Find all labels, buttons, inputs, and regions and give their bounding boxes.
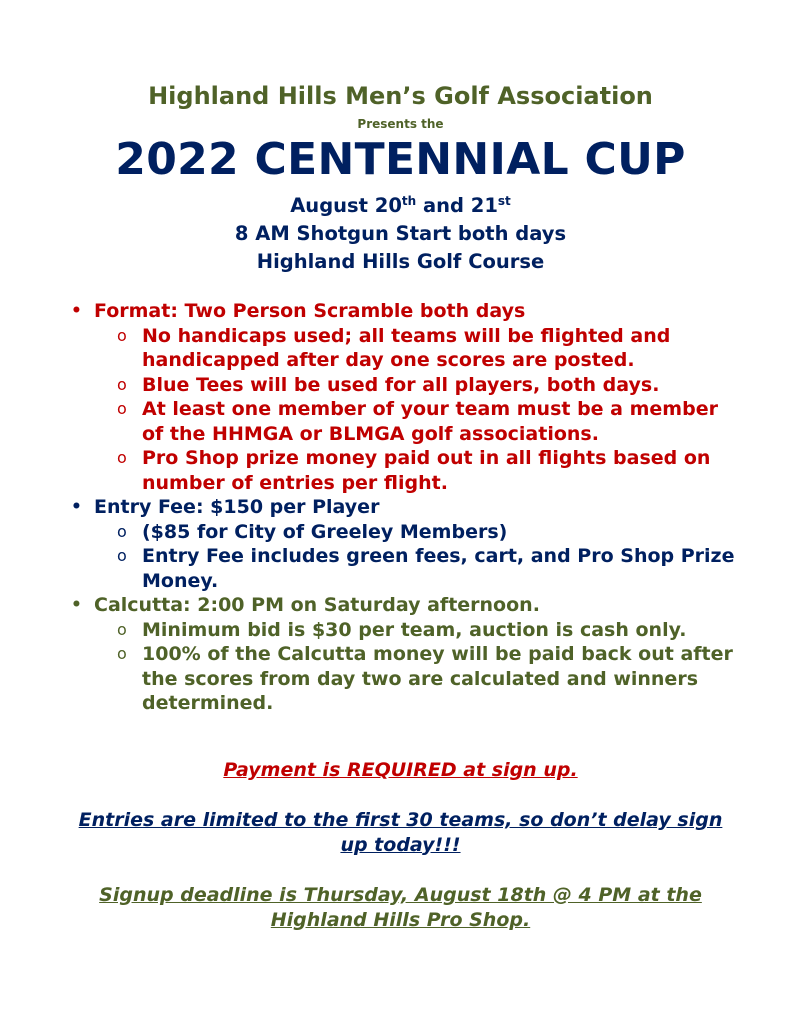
presents-line: Presents the: [357, 117, 444, 131]
circle-bullet-icon: o: [117, 374, 127, 394]
date-text-1: August 20: [290, 194, 402, 217]
event-details: [0, 192, 801, 276]
list-item-calcutta: [0, 593, 801, 618]
details-list: [0, 299, 801, 716]
list-subitem: [0, 544, 801, 593]
calcutta-item-1: Minimum bid is $30 per team, auction is cash only.: [142, 618, 687, 641]
bullet-icon: •: [71, 595, 82, 615]
deadline-note: Signup deadline is Thursday, August 18th @ 4 PM at the Highland Hills Pro Shop.: [99, 884, 702, 931]
list-item-entry-fee: [0, 495, 801, 520]
format-item-2: Blue Tees will be used for all players, both days.: [142, 373, 660, 396]
circle-bullet-icon: o: [117, 644, 127, 663]
start-time: 8 AM Shotgun Start both days: [234, 222, 567, 245]
list-subitem: [0, 618, 801, 643]
circle-bullet-icon: o: [117, 448, 127, 467]
payment-note: Payment is REQUIRED at sign up.: [223, 759, 578, 781]
bullet-icon: •: [71, 497, 82, 517]
calcutta-item-2: 100% of the Calcutta money will be paid back out after the scores from day two are calculated and winners determined.: [142, 643, 733, 714]
event-dates: [0, 192, 801, 220]
entry-fee-item-2: Entry Fee includes green fees, cart, and Pro Shop Prize Money.: [142, 545, 735, 592]
calcutta-label: Calcutta: 2:00 PM on Saturday afternoon.: [94, 594, 540, 616]
format-item-1: No handicaps used; all teams will be flighted and handicapped after day one scores are posted.: [142, 324, 671, 371]
organization-name: Highland Hills Men’s Golf Association: [148, 82, 653, 110]
format-label: Format: Two Person Scramble both days: [94, 300, 526, 322]
circle-bullet-icon: o: [117, 399, 127, 418]
format-item-4: Pro Shop prize money paid out in all flights based on number of entries per flight.: [142, 447, 711, 494]
list-subitem: [0, 324, 801, 373]
circle-bullet-icon: o: [117, 521, 127, 541]
event-title: 2022 CENTENNIAL CUP: [115, 134, 686, 185]
date-text-2: and 21: [416, 194, 498, 217]
date-suffix-2: st: [497, 194, 511, 208]
list-subitem: [0, 642, 801, 716]
list-subitem: [0, 446, 801, 495]
list-subitem: [0, 373, 801, 398]
course-name: Highland Hills Golf Course: [256, 250, 545, 273]
circle-bullet-icon: o: [117, 325, 127, 345]
entries-note: Entries are limited to the first 30 teams, so don’t delay sign up today!!!: [78, 809, 723, 856]
entry-fee-label: Entry Fee: $150 per Player: [94, 496, 380, 518]
bullet-icon: •: [71, 301, 82, 321]
list-subitem: [0, 520, 801, 545]
entry-fee-item-1: ($85 for City of Greeley Members): [142, 520, 508, 543]
circle-bullet-icon: o: [117, 546, 127, 565]
date-suffix-1: th: [401, 194, 417, 208]
circle-bullet-icon: o: [117, 619, 127, 639]
list-subitem: [0, 397, 801, 446]
list-item-format: [0, 299, 801, 324]
format-item-3: At least one member of your team must be a member of the HHMGA or BLMGA golf associations.: [142, 398, 718, 445]
